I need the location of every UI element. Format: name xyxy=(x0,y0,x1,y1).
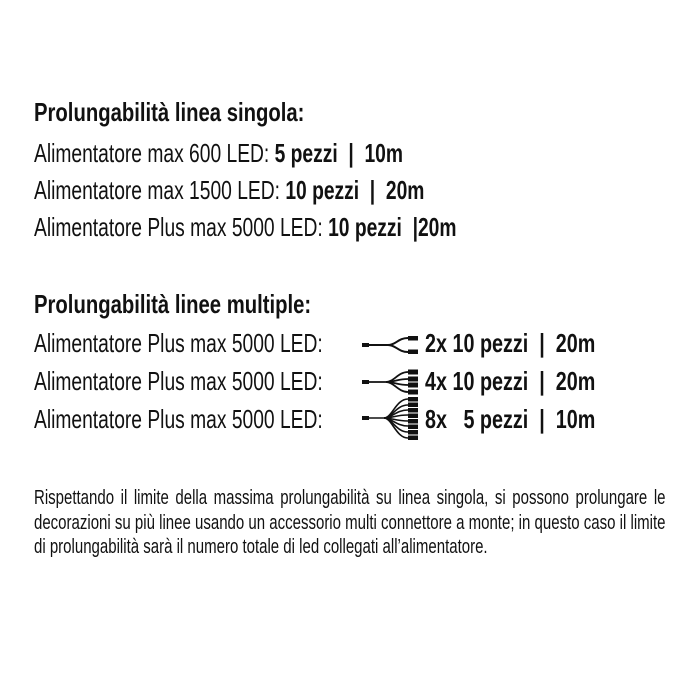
row-value: 10 pezzi | 20m xyxy=(285,175,425,205)
row-label: Alimentatore Plus max 5000 LED: xyxy=(34,212,323,242)
connector-8-way-icon xyxy=(360,397,420,441)
note-paragraph xyxy=(34,486,666,560)
heading-single-line: Prolungabilità linea singola: xyxy=(34,97,305,127)
note-text: Rispettando il limite della massima prolungabilità su linea singola, si possono prolungare le decorazioni su più linee usando un accessorio multi connettore a monte; in questo caso il limite di prolungabilità sarà il numero totale di led collegati all’alimentatore. xyxy=(34,487,666,558)
single-row-1 xyxy=(34,140,403,166)
single-row-2 xyxy=(34,177,424,203)
multi-label-2: Alimentatore Plus max 5000 LED: xyxy=(34,366,323,396)
row-value: 5 pezzi | 10m xyxy=(274,138,403,168)
row-label: Alimentatore max 600 LED: xyxy=(34,138,270,168)
multi-label-1: Alimentatore Plus max 5000 LED: xyxy=(34,328,323,358)
row-label: Alimentatore max 1500 LED: xyxy=(34,175,280,205)
multi-value-2: 4x 10 pezzi | 20m xyxy=(425,366,596,396)
row-value: 10 pezzi |20m xyxy=(328,212,457,242)
multi-label-3: Alimentatore Plus max 5000 LED: xyxy=(34,404,323,434)
single-row-3 xyxy=(34,214,456,240)
connector-2-way-icon xyxy=(360,334,420,356)
multi-value-1: 2x 10 pezzi | 20m xyxy=(425,328,596,358)
connector-4-way-icon xyxy=(360,369,420,395)
multi-value-3: 8x 5 pezzi | 10m xyxy=(425,404,596,434)
heading-multi-line: Prolungabilità linee multiple: xyxy=(34,289,312,319)
